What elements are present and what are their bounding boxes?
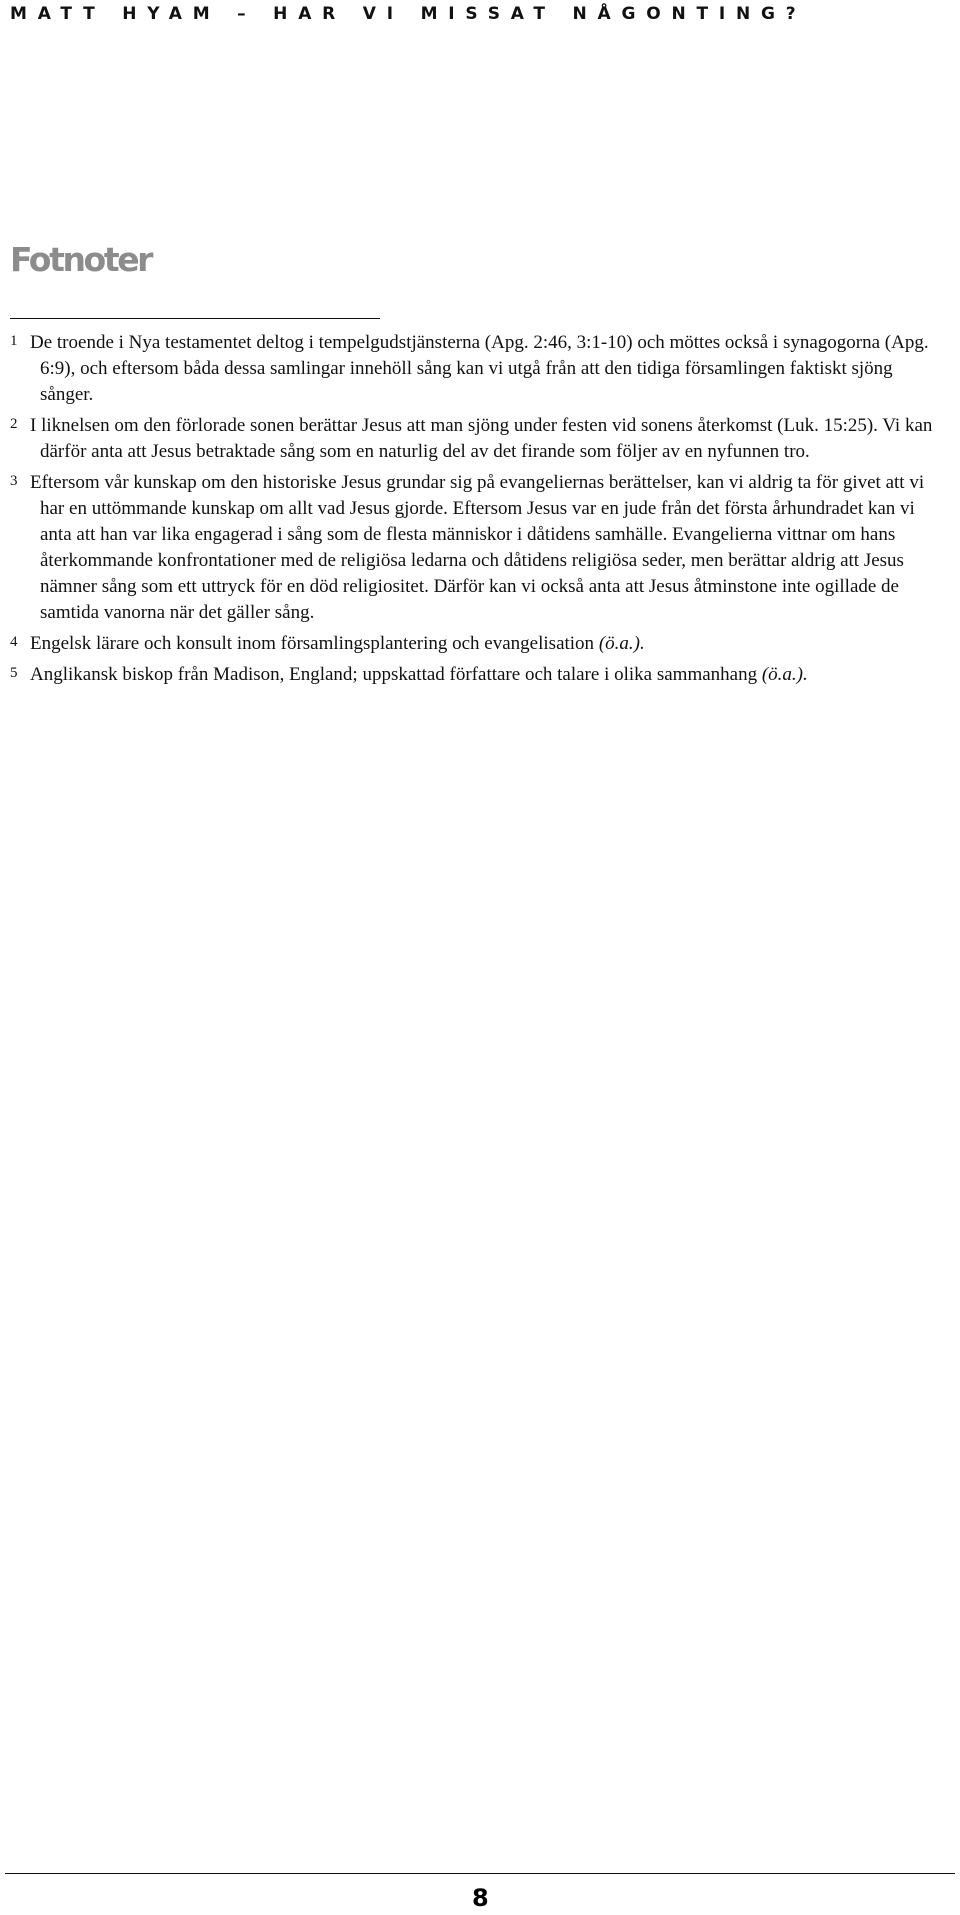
- footnote-1: [10, 328, 950, 408]
- footnote-number: 4: [10, 634, 18, 650]
- section-title: Fotnoter: [10, 240, 152, 279]
- page-number: 8: [472, 1884, 489, 1912]
- footnote-text: Anglikansk biskop från Madison, England; uppskattad författare och talare i olika sammanhang: [30, 664, 762, 685]
- footnote-5: [10, 660, 950, 688]
- footnote-list: [10, 328, 950, 691]
- footnote-abbrev: (ö.a.).: [761, 664, 808, 685]
- footnote-text: De troende i Nya testamentet deltog i tempelgudstjänsterna (Apg. 2:46, 3:1-10) och möttes också i synagogorna (Apg. 6:9), och eftersom båda dessa samlingar innehöll sång kan vi utgå från att den tidiga församlingen faktiskt sjöng sånger.: [30, 332, 929, 405]
- footnote-number: 5: [10, 665, 18, 681]
- footnote-text: I liknelsen om den förlorade sonen berättar Jesus att man sjöng under festen vid sonens återkomst (Luk. 15:25). Vi kan därför anta att Jesus betraktade sång som en naturlig del av det firande som följer av en nyfunnen tro.: [30, 415, 933, 462]
- footnote-text: Engelsk lärare och konsult inom församlingsplantering och evangelisation: [30, 633, 599, 654]
- footnote-separator-rule: [10, 318, 380, 319]
- footer-rule: [5, 1873, 955, 1874]
- footnote-text: Eftersom vår kunskap om den historiske Jesus grundar sig på evangeliernas berättelser, kan vi aldrig ta för givet att vi har en uttömmande kunskap om allt vad Jesus gjorde. Eftersom Jesus var en jude från det första århundradet kan vi anta att han var lika engagerad i sång som de flesta människor i dåtidens samhälle. Evangelierna vittnar om hans återkommande konfrontationer med de religiösa ledarna och dåtidens religiösa seder, men berättar aldrig att Jesus nämner sång som ett uttryck för en död religiositet. Därför kan vi också anta att Jesus åtminstone inte ogillade de samtida vanorna när det gäller sång.: [30, 472, 925, 623]
- footnote-number: 1: [10, 333, 18, 349]
- footnote-abbrev: (ö.a.).: [598, 633, 645, 654]
- footnote-2: [10, 411, 950, 465]
- footnote-number: 3: [10, 473, 18, 489]
- footnote-3: [10, 468, 950, 626]
- running-header: MATT HYAM – HAR VI MISSAT NÅGONTING?: [10, 4, 807, 24]
- footnote-number: 2: [10, 416, 18, 432]
- footnote-4: [10, 629, 950, 657]
